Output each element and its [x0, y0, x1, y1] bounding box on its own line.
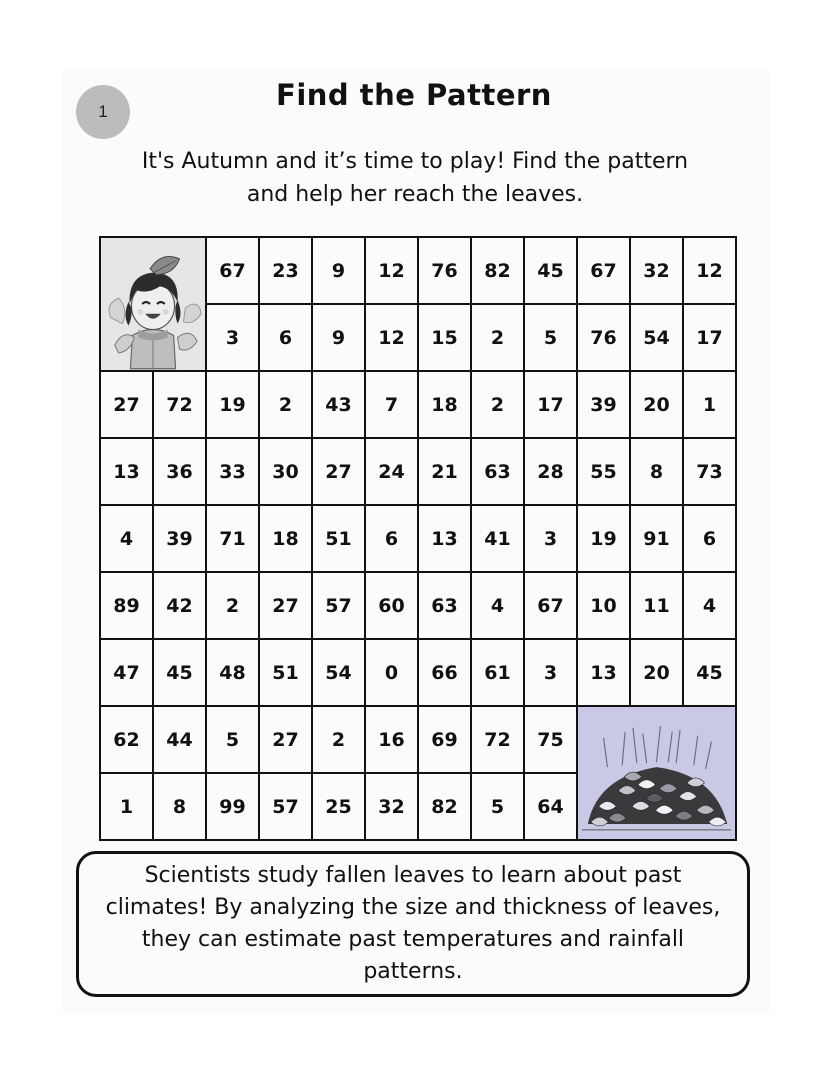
- grid-cell[interactable]: 60: [365, 572, 418, 639]
- fun-fact-text: [106, 860, 721, 988]
- number-grid: [99, 236, 737, 841]
- grid-cell[interactable]: 27: [259, 572, 312, 639]
- grid-cell[interactable]: 12: [683, 237, 736, 304]
- grid-cell[interactable]: 39: [153, 505, 206, 572]
- grid-cell[interactable]: 72: [471, 706, 524, 773]
- grid-row: [100, 572, 736, 639]
- grid-cell[interactable]: 2: [471, 304, 524, 371]
- grid-row: [100, 505, 736, 572]
- grid-cell[interactable]: 27: [312, 438, 365, 505]
- grid-cell[interactable]: 28: [524, 438, 577, 505]
- grid-cell[interactable]: 67: [206, 237, 259, 304]
- grid-cell[interactable]: 8: [630, 438, 683, 505]
- grid-cell[interactable]: 76: [418, 237, 471, 304]
- fact-line-2: climates! By analyzing the size and thickness of leaves,: [105, 895, 721, 920]
- grid-cell[interactable]: 8: [153, 773, 206, 840]
- grid-row: [100, 706, 736, 773]
- grid-cell[interactable]: 2: [471, 371, 524, 438]
- start-cell-girl-illustration: [100, 237, 206, 371]
- grid-cell[interactable]: 19: [577, 505, 630, 572]
- grid-cell[interactable]: 57: [312, 572, 365, 639]
- grid-cell[interactable]: 4: [100, 505, 153, 572]
- instructions-line-1: It's Autumn and it’s time to play! Find the pattern: [141, 149, 689, 174]
- girl-with-leaves-icon: [101, 238, 205, 370]
- grid-row: [100, 371, 736, 438]
- grid-cell[interactable]: 1: [683, 371, 736, 438]
- grid-cell[interactable]: 45: [524, 237, 577, 304]
- grid-cell[interactable]: 75: [524, 706, 577, 773]
- grid-cell[interactable]: 41: [471, 505, 524, 572]
- grid-row: [100, 639, 736, 706]
- grid-cell[interactable]: 54: [312, 639, 365, 706]
- grid-cell[interactable]: 18: [418, 371, 471, 438]
- grid-cell[interactable]: 32: [365, 773, 418, 840]
- grid-cell[interactable]: 15: [418, 304, 471, 371]
- grid-cell[interactable]: 27: [100, 371, 153, 438]
- grid-cell[interactable]: 6: [365, 505, 418, 572]
- page-title: Find the Pattern: [276, 78, 552, 112]
- grid-cell[interactable]: 21: [418, 438, 471, 505]
- grid-cell[interactable]: 19: [206, 371, 259, 438]
- grid-cell[interactable]: 45: [153, 639, 206, 706]
- grid-cell[interactable]: 44: [153, 706, 206, 773]
- grid-cell[interactable]: 6: [259, 304, 312, 371]
- end-cell-leaf-pile-illustration: [577, 706, 736, 840]
- page-number: 1: [98, 102, 108, 121]
- grid-cell[interactable]: 17: [683, 304, 736, 371]
- fun-fact-box: [76, 851, 750, 997]
- grid-cell[interactable]: 61: [471, 639, 524, 706]
- grid-cell[interactable]: 1: [100, 773, 153, 840]
- instructions: [100, 145, 730, 211]
- grid-cell[interactable]: 7: [365, 371, 418, 438]
- grid-cell[interactable]: 76: [577, 304, 630, 371]
- grid-cell[interactable]: 69: [418, 706, 471, 773]
- grid-cell[interactable]: 27: [259, 706, 312, 773]
- grid-cell[interactable]: 30: [259, 438, 312, 505]
- grid-cell[interactable]: 5: [206, 706, 259, 773]
- grid-cell[interactable]: 25: [312, 773, 365, 840]
- grid-cell[interactable]: 62: [100, 706, 153, 773]
- grid-cell[interactable]: 13: [418, 505, 471, 572]
- grid-cell[interactable]: 91: [630, 505, 683, 572]
- grid-cell[interactable]: 54: [630, 304, 683, 371]
- grid-cell[interactable]: 3: [524, 639, 577, 706]
- grid-cell[interactable]: 51: [259, 639, 312, 706]
- grid-cell[interactable]: 47: [100, 639, 153, 706]
- grid-cell[interactable]: 42: [153, 572, 206, 639]
- leaf-pile-icon: [578, 707, 735, 839]
- grid-cell[interactable]: 63: [418, 572, 471, 639]
- grid-cell[interactable]: 11: [630, 572, 683, 639]
- fact-line-1: Scientists study fallen leaves to learn about past: [144, 863, 682, 888]
- grid-cell[interactable]: 16: [365, 706, 418, 773]
- grid-cell[interactable]: 55: [577, 438, 630, 505]
- grid-cell[interactable]: 67: [577, 237, 630, 304]
- grid-cell[interactable]: 4: [683, 572, 736, 639]
- grid-cell[interactable]: 12: [365, 304, 418, 371]
- fact-line-4: patterns.: [363, 959, 463, 984]
- grid-cell[interactable]: 3: [206, 304, 259, 371]
- grid-row: [100, 438, 736, 505]
- grid-cell[interactable]: 82: [471, 237, 524, 304]
- grid-cell[interactable]: 18: [259, 505, 312, 572]
- grid-cell[interactable]: 82: [418, 773, 471, 840]
- grid-cell[interactable]: 66: [418, 639, 471, 706]
- grid-cell[interactable]: 17: [524, 371, 577, 438]
- grid-cell[interactable]: 5: [471, 773, 524, 840]
- grid-cell[interactable]: 2: [312, 706, 365, 773]
- grid-cell[interactable]: 43: [312, 371, 365, 438]
- grid-cell[interactable]: 0: [365, 639, 418, 706]
- grid-cell[interactable]: 6: [683, 505, 736, 572]
- grid-cell[interactable]: 71: [206, 505, 259, 572]
- grid-cell[interactable]: 39: [577, 371, 630, 438]
- grid-cell[interactable]: 36: [153, 438, 206, 505]
- grid-cell[interactable]: 23: [259, 237, 312, 304]
- grid-row: [100, 237, 736, 304]
- grid-cell[interactable]: 33: [206, 438, 259, 505]
- grid-cell[interactable]: 24: [365, 438, 418, 505]
- grid-cell[interactable]: 5: [524, 304, 577, 371]
- grid-cell[interactable]: 13: [100, 438, 153, 505]
- grid-cell[interactable]: 32: [630, 237, 683, 304]
- grid-cell[interactable]: 20: [630, 639, 683, 706]
- grid-cell[interactable]: 9: [312, 237, 365, 304]
- grid-cell[interactable]: 20: [630, 371, 683, 438]
- grid-cell[interactable]: 12: [365, 237, 418, 304]
- grid-cell[interactable]: 99: [206, 773, 259, 840]
- grid-cell[interactable]: 63: [471, 438, 524, 505]
- grid-cell[interactable]: 10: [577, 572, 630, 639]
- grid-cell[interactable]: 48: [206, 639, 259, 706]
- grid-cell[interactable]: 89: [100, 572, 153, 639]
- grid-cell[interactable]: 45: [683, 639, 736, 706]
- grid-cell[interactable]: 51: [312, 505, 365, 572]
- grid-cell[interactable]: 9: [312, 304, 365, 371]
- grid-cell[interactable]: 73: [683, 438, 736, 505]
- grid-cell[interactable]: 4: [471, 572, 524, 639]
- grid-cell[interactable]: 67: [524, 572, 577, 639]
- grid-cell[interactable]: 2: [206, 572, 259, 639]
- grid-cell[interactable]: 3: [524, 505, 577, 572]
- grid-cell[interactable]: 2: [259, 371, 312, 438]
- grid-cell[interactable]: 72: [153, 371, 206, 438]
- grid-cell[interactable]: 57: [259, 773, 312, 840]
- grid-cell[interactable]: 64: [524, 773, 577, 840]
- fact-line-3: they can estimate past temperatures and rainfall: [141, 927, 685, 952]
- instructions-line-2: and help her reach the leaves.: [246, 182, 584, 207]
- grid-cell[interactable]: 13: [577, 639, 630, 706]
